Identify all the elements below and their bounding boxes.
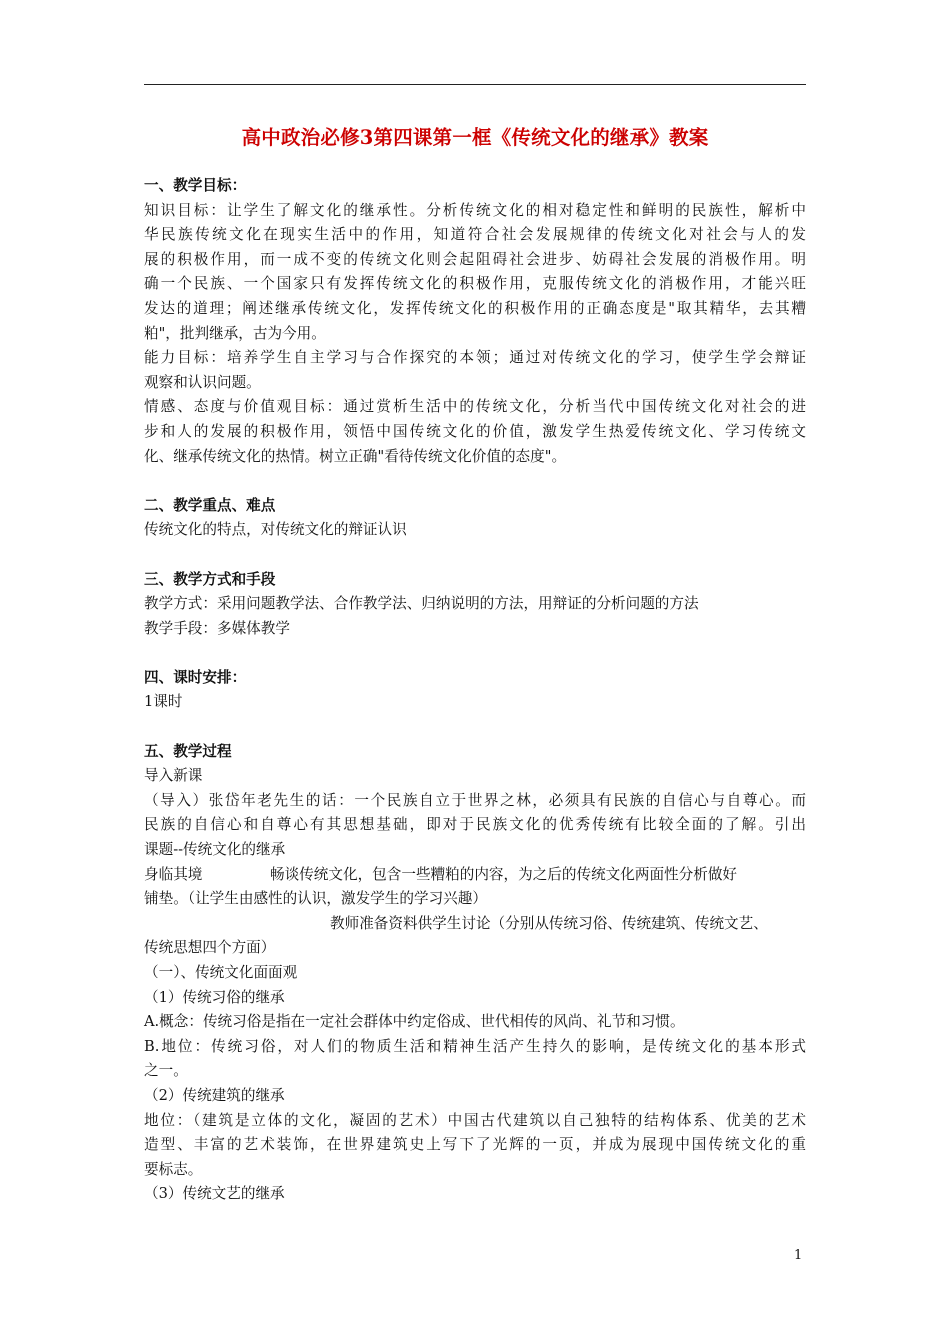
- paragraph-line: 确一个民族、一个国家只有发挥传统文化的积极作用，克服传统文化的消极作用，才能兴旺: [144, 275, 806, 293]
- section-heading-objectives: 一、教学目标：: [144, 177, 247, 194]
- paragraph-line: 铺垫。（让学生由感性的认识，激发学生的学习兴趣）: [144, 890, 487, 908]
- paragraph-line: 步和人的发展的积极作用，领悟中国传统文化的价值，激发学生热爱传统文化、学习传统文: [144, 422, 806, 440]
- section-heading-key-points: 二、教学重点、难点: [144, 496, 276, 514]
- paragraph-line: 粕"，批判继承，古为今用。: [144, 324, 326, 342]
- paragraph-line: 教学方式：采用问题教学法、合作教学法、归纳说明的方法，用辩证的分析问题的方法: [144, 595, 699, 613]
- paragraph-line: （2）传统建筑的继承: [144, 1086, 285, 1104]
- paragraph-line: 教师准备资料供学生讨论（分别从传统习俗、传统建筑、传统文艺、: [330, 914, 768, 932]
- paragraph-line: 发达的道理；阐述继承传统文化，发挥传统文化的积极作用的正确态度是"取其精华，去其糟: [144, 299, 806, 317]
- paragraph-line: 化、继承传统文化的热情。树立正确"看待传统文化价值的态度"。: [144, 447, 567, 465]
- document-body: [144, 174, 806, 1207]
- paragraph-line: A.概念：传统习俗是指在一定社会群体中约定俗成、世代相传的风尚、礼节和习惯。: [144, 1013, 685, 1031]
- paragraph-line: 地位：（建筑是立体的文化，凝固的艺术）中国古代建筑以自己独特的结构体系、优美的艺术: [144, 1111, 806, 1129]
- paragraph-line: 导入新课: [144, 767, 203, 785]
- paragraph-line: 展的积极作用，而一成不变的传统文化则会起阻碍社会进步、妨碍社会发展的消极作用。明: [144, 250, 806, 268]
- paragraph-line: 情感、态度与价值观目标：通过赏析生活中的传统文化，分析当代中国传统文化对社会的进: [144, 398, 806, 416]
- paragraph-line: （1）传统习俗的继承: [144, 988, 285, 1006]
- page-number: 1: [794, 1248, 803, 1263]
- paragraph-line: 华民族传统文化在现实生活中的作用，知道符合社会发展规律的传统文化对社会与人的发: [144, 226, 806, 244]
- section-heading-process: 五、教学过程: [144, 742, 232, 760]
- spacer: [144, 543, 806, 568]
- inline-label: 身临其境: [144, 865, 203, 883]
- header-rule: [144, 84, 806, 85]
- paragraph-line: 民族的自信心和自尊心有其思想基础，即对于民族文化的优秀传统有比较全面的了解。引出: [144, 816, 806, 834]
- spacer: [144, 715, 806, 740]
- paragraph-line: 教学手段：多媒体教学: [144, 619, 290, 637]
- paragraph-line: 传统思想四个方面）: [144, 939, 276, 957]
- section-heading-methods: 三、教学方式和手段: [144, 570, 276, 588]
- paragraph-line: 知识目标：让学生了解文化的继承性。分析传统文化的相对稳定性和鲜明的民族性，解析中: [144, 201, 806, 219]
- paragraph-line: 1课时: [144, 693, 183, 711]
- paragraph-line: [144, 863, 806, 888]
- inline-text: 畅谈传统文化，包含一些糟粕的内容，为之后的传统文化两面性分析做好: [270, 865, 738, 883]
- paragraph-line: 观察和认识问题。: [144, 373, 261, 391]
- paragraph-line: （3）传统文艺的继承: [144, 1185, 285, 1203]
- paragraph-line: 能力目标：培养学生自主学习与合作探究的本领；通过对传统文化的学习，使学生学会辩证: [144, 349, 806, 367]
- spacer: [144, 469, 806, 494]
- paragraph-line: B.地位：传统习俗，对人们的物质生活和精神生活产生持久的影响，是传统文化的基本形式: [144, 1037, 806, 1055]
- paragraph-line: 传统文化的特点，对传统文化的辩证认识: [144, 521, 407, 539]
- spacer: [144, 641, 806, 666]
- document-title: 高中政治必修3第四课第一框《传统文化的继承》教案: [241, 126, 709, 149]
- paragraph-line: 要标志。: [144, 1160, 203, 1178]
- paragraph-line: （一）、传统文化面面观: [144, 964, 298, 981]
- paragraph-line: （导入）张岱年老先生的话：一个民族自立于世界之林，必须具有民族的自信心与自尊心。而: [144, 791, 806, 809]
- section-heading-schedule: 四、课时安排：: [144, 668, 247, 686]
- paragraph-line: 课题--传统文化的继承: [144, 841, 286, 859]
- paragraph-line: 之一。: [144, 1062, 188, 1080]
- paragraph-line: 造型、丰富的艺术装饰，在世界建筑史上写下了光辉的一页，并成为展现中国传统文化的重: [144, 1136, 806, 1154]
